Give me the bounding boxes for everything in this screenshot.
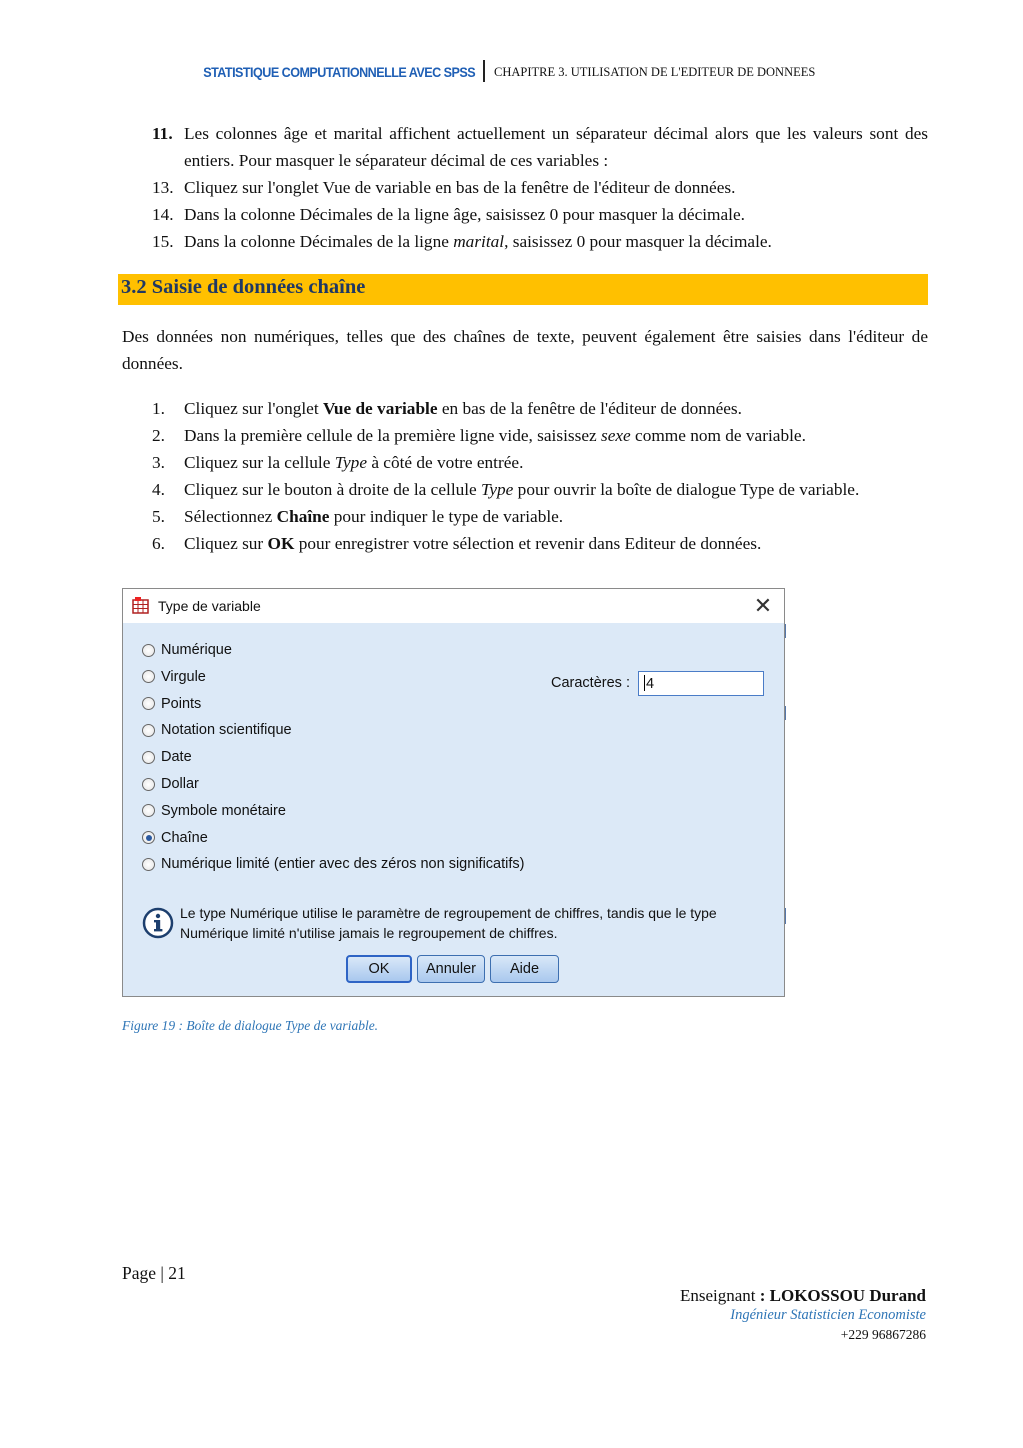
teacher-line [680, 1286, 926, 1306]
item-text: Cliquez sur la cellule [184, 453, 335, 472]
item-text-end: comme nom de variable. [630, 426, 806, 445]
section-heading [118, 274, 928, 305]
list-item [122, 174, 928, 201]
chapter-title: CHAPITRE 3. UTILISATION DE L'EDITEUR DE DONNEES [494, 65, 816, 79]
radio-button[interactable] [142, 644, 155, 657]
radio-button[interactable] [142, 697, 155, 710]
radio-option[interactable] [142, 747, 192, 767]
teacher-phone: +229 96867286 [840, 1327, 926, 1342]
variable-type-dialog [122, 588, 785, 997]
list-item [122, 449, 928, 476]
item-number: 11. [152, 124, 173, 143]
item-number: 15. [152, 232, 174, 251]
characters-input[interactable] [638, 671, 764, 696]
cancel-button[interactable]: Annuler [417, 955, 485, 983]
radio-button[interactable] [142, 778, 155, 791]
item-emphasis: marital [453, 232, 505, 251]
header-separator [483, 60, 485, 82]
dialog-titlebar[interactable] [123, 589, 784, 623]
ok-button[interactable]: OK [346, 955, 412, 983]
item-text-end: pour ouvrir la boîte de dialogue Type de variable. [513, 480, 860, 499]
item-text: Cliquez sur l'onglet [184, 399, 323, 418]
item-text: Dans la première cellule de la première ligne vide, saisissez [184, 426, 601, 445]
section-intro: Des données non numériques, telles que des chaînes de texte, peuvent également être saisies dans l'éditeur de données. [122, 327, 928, 373]
item-text-end: à côté de votre entrée. [367, 453, 524, 472]
radio-label: Chaîne [161, 829, 208, 846]
radio-label: Virgule [161, 668, 206, 685]
radio-button[interactable] [142, 751, 155, 764]
radio-label: Notation scientifique [161, 722, 292, 739]
item-number: 1. [152, 399, 165, 418]
steps-list [122, 395, 928, 557]
item-text: Dans la colonne Décimales de la ligne âge, saisissez 0 pour masquer la décimale. [184, 205, 745, 224]
list-item [122, 422, 928, 449]
radio-label: Dollar [161, 776, 199, 792]
radio-option[interactable] [142, 667, 206, 687]
item-bold: Chaîne [276, 507, 330, 526]
item-number: 3. [152, 453, 165, 472]
item-number: 13. [152, 178, 174, 197]
teacher-label: Enseignant [679, 1286, 760, 1305]
radio-button[interactable] [142, 804, 155, 817]
radio-button[interactable] [142, 670, 155, 683]
help-button[interactable]: Aide [490, 955, 559, 983]
item-text-end: en bas de la fenêtre de l'éditeur de données. [437, 399, 742, 418]
page-number: Page | 21 [122, 1263, 186, 1283]
figure-caption: Figure 19 : Boîte de dialogue Type de variable. [122, 1018, 379, 1033]
text-caret [644, 675, 645, 691]
item-number: 4. [152, 480, 165, 499]
item-number: 2. [152, 426, 165, 445]
radio-button-selected[interactable] [142, 831, 155, 844]
radio-label: Date [161, 749, 192, 766]
radio-button[interactable] [142, 724, 155, 737]
item-text: Cliquez sur l'onglet Vue de variable en bas de la fenêtre de l'éditeur de données. [184, 178, 736, 197]
radio-label: Numérique [161, 642, 232, 658]
item-number: 14. [152, 205, 174, 224]
list-item [122, 228, 928, 255]
item-text: Sélectionnez [184, 507, 277, 526]
list-item [122, 120, 928, 174]
radio-label: Points [161, 695, 202, 712]
list-item [122, 503, 928, 530]
book-title: STATISTIQUE COMPUTATIONNELLE AVEC SPSS [203, 64, 475, 80]
teacher-role: Ingénieur Statisticien Economiste [730, 1307, 926, 1323]
list-item [122, 530, 928, 557]
item-text: Cliquez sur le bouton à droite de la cellule [184, 480, 482, 499]
radio-button[interactable] [142, 858, 155, 871]
item-bold: Vue de variable [322, 399, 438, 418]
item-text-end: pour enregistrer votre sélection et revenir dans Editeur de données. [294, 534, 762, 553]
radio-option[interactable] [142, 774, 199, 794]
item-text-end: , saisissez 0 pour masquer la décimale. [504, 232, 772, 251]
item-number: 6. [152, 534, 165, 553]
radio-option[interactable] [142, 828, 208, 848]
dialog-title: Type de variable [158, 598, 261, 614]
characters-value: 4 [646, 676, 655, 692]
radio-option[interactable] [142, 854, 524, 874]
list-item [122, 395, 928, 422]
list-item [122, 476, 928, 503]
steps-list-top [122, 120, 928, 255]
info-message: Le type Numérique utilise le paramètre de regroupement de chiffres, tandis que le type Numérique limité n'utilise jamais le regroupement de chiffres. [180, 905, 717, 941]
characters-label: Caractères : [551, 675, 630, 691]
radio-option[interactable] [142, 640, 232, 660]
item-italic: Type [334, 453, 367, 472]
item-text: Les colonnes âge et marital affichent actuellement un séparateur décimal alors que les valeurs sont des entiers. Pour masquer le séparateur décimal de ces variables : [184, 124, 928, 170]
radio-option[interactable] [142, 720, 292, 740]
close-icon[interactable]: ✕ [753, 593, 773, 618]
item-text: Cliquez sur [184, 534, 268, 553]
item-text: Dans la colonne Décimales de la ligne [184, 232, 454, 251]
item-bold: OK [267, 534, 295, 553]
item-italic: Type [481, 480, 514, 499]
item-text-end: pour indiquer le type de variable. [329, 507, 564, 526]
radio-option[interactable] [142, 801, 286, 821]
list-item [122, 201, 928, 228]
info-icon [142, 907, 174, 939]
item-number: 5. [152, 507, 165, 526]
item-italic: sexe [600, 426, 631, 445]
radio-label: Symbole monétaire [161, 802, 286, 819]
spss-app-icon [132, 596, 150, 614]
section-title: 3.2 Saisie de données chaîne [121, 276, 366, 298]
teacher-name: : LOKOSSOU Durand [759, 1286, 926, 1305]
radio-label: Numérique limité (entier avec des zéros non significatifs) [161, 856, 525, 873]
running-header [0, 60, 1023, 84]
radio-option[interactable] [142, 694, 201, 714]
